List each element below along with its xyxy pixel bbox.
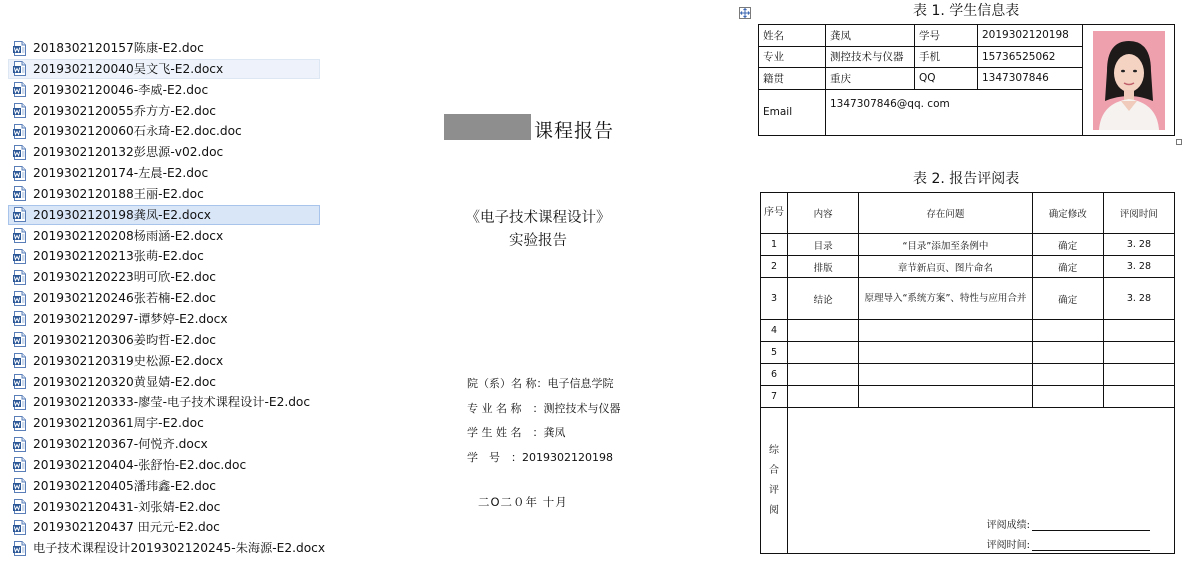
file-list-item[interactable] — [8, 351, 320, 371]
word-doc-icon — [13, 353, 27, 368]
row-no: 7 — [761, 386, 788, 408]
row-confirm: 确定 — [1032, 256, 1103, 278]
table-resize-handle-icon[interactable] — [1176, 139, 1182, 145]
file-name: 2019302120246张若楠-E2.doc — [33, 291, 216, 306]
word-doc-icon — [13, 228, 27, 243]
file-list-item[interactable] — [8, 142, 320, 162]
file-list-item[interactable] — [8, 267, 320, 287]
row-content — [788, 386, 859, 408]
file-name: 2019302120060石永琦-E2.doc.doc — [33, 124, 242, 139]
file-name: 2019302120297-谭梦婷-E2.docx — [33, 311, 228, 326]
word-doc-icon — [13, 499, 27, 514]
major-value: 测控技术与仪器 — [826, 46, 915, 68]
table-row — [761, 234, 1175, 256]
word-doc-icon — [13, 207, 27, 222]
word-doc-icon — [13, 520, 27, 535]
file-list-item[interactable] — [8, 476, 320, 496]
course-name: 《电子技术课程设计》 — [465, 210, 611, 226]
row-issue — [859, 364, 1032, 386]
major-line: 专 业 名 称 ：测控技术与仪器 — [467, 401, 621, 415]
word-doc-icon — [13, 61, 27, 76]
table-row — [761, 342, 1175, 364]
name-label: 姓名 — [759, 25, 826, 47]
student-photo — [1093, 31, 1165, 130]
header-confirm: 确定修改 — [1032, 193, 1103, 234]
word-doc-icon — [13, 145, 27, 160]
review-time-label: 评阅时间: — [986, 540, 1030, 551]
file-list-item[interactable] — [8, 330, 320, 350]
header-no: 序号 — [761, 193, 788, 234]
header-issue: 存在问题 — [859, 193, 1032, 234]
table-row — [761, 320, 1175, 342]
word-doc-icon — [13, 270, 27, 285]
file-list-item[interactable] — [8, 288, 320, 308]
id-label: 学号 — [915, 25, 978, 47]
row-confirm — [1032, 364, 1103, 386]
id-value: 2019302120198 — [978, 25, 1083, 47]
file-name: 2019302120437 田元元-E2.doc — [33, 520, 220, 535]
file-name: 2019302120040吴文飞-E2.docx — [33, 61, 224, 76]
word-doc-icon — [13, 41, 27, 56]
file-name: 2018302120157陈康-E2.doc — [33, 41, 204, 55]
file-list-item[interactable] — [8, 101, 320, 121]
summary-cell — [788, 408, 1175, 554]
email-value: 1347307846@qq. com — [826, 89, 1083, 135]
summary-label-cell — [761, 408, 788, 554]
row-no: 3 — [761, 278, 788, 320]
row-content — [788, 342, 859, 364]
file-name: 2019302120223明可欣-E2.doc — [33, 270, 216, 285]
file-list-item[interactable] — [8, 205, 320, 225]
file-name: 2019302120198龚凤-E2.docx — [33, 207, 212, 222]
file-name: 电子技术课程设计2019302120245-朱海源-E2.docx — [33, 541, 326, 556]
student-info-table — [758, 24, 1175, 136]
file-name: 2019302120055乔方方-E2.doc — [33, 103, 216, 118]
file-list-item[interactable] — [8, 38, 320, 58]
file-list-item[interactable] — [8, 455, 320, 475]
redacted-school-name — [444, 114, 531, 140]
file-name: 2019302120213张萌-E2.doc — [33, 249, 204, 264]
row-no: 2 — [761, 256, 788, 278]
student-id-line: 学 号 ：2019302120198 — [467, 450, 613, 464]
word-doc-icon — [13, 311, 27, 326]
origin-value: 重庆 — [826, 68, 915, 90]
file-list-item[interactable] — [8, 497, 320, 517]
file-list-item[interactable] — [8, 538, 326, 558]
row-issue — [859, 386, 1032, 408]
file-name: 2019302120306姜昀哲-E2.doc — [33, 332, 216, 347]
row-issue — [859, 342, 1032, 364]
qq-label: QQ — [915, 68, 978, 90]
file-list-item[interactable] — [8, 392, 320, 412]
row-confirm — [1032, 342, 1103, 364]
score-line — [987, 516, 1150, 531]
cover-date: 二O二０年 十月 — [478, 495, 568, 509]
row-issue: 章节新启页、图片命名 — [859, 256, 1032, 278]
student-name-line: 学 生 姓 名 ：龚凤 — [467, 426, 566, 439]
word-doc-icon — [13, 124, 27, 139]
file-list — [8, 38, 326, 559]
score-label: 评阅成绩: — [986, 520, 1030, 531]
row-confirm: 确定 — [1032, 278, 1103, 320]
row-content: 结论 — [788, 278, 859, 320]
file-name: 2019302120174-左晨-E2.doc — [33, 166, 209, 181]
row-time — [1103, 386, 1174, 408]
qq-value: 1347307846 — [978, 68, 1083, 90]
word-doc-icon — [13, 374, 27, 389]
row-confirm — [1032, 386, 1103, 408]
row-no: 1 — [761, 234, 788, 256]
header-content: 内容 — [788, 193, 859, 234]
cover-info-block — [467, 372, 621, 470]
word-doc-icon — [13, 82, 27, 97]
file-name: 2019302120132彭思源-v02.doc — [33, 145, 224, 160]
photo-cell — [1083, 25, 1175, 136]
row-issue: 原理导入“系统方案”、特性与应用合并 — [859, 278, 1032, 320]
summary-label: 综 合 评 阅 — [769, 444, 780, 516]
department-line: 院（系）名 称：电子信息学院 — [467, 377, 614, 390]
file-list-item[interactable] — [8, 517, 320, 537]
header-review-time: 评阅时间 — [1103, 193, 1174, 234]
word-doc-icon — [13, 478, 27, 493]
file-name: 2019302120208杨雨涵-E2.docx — [33, 228, 224, 243]
table-row — [761, 364, 1175, 386]
word-doc-icon — [13, 166, 27, 181]
file-name: 2019302120333-廖莹-电子技术课程设计-E2.doc — [33, 395, 311, 410]
origin-label: 籍贯 — [759, 68, 826, 90]
row-issue — [859, 320, 1032, 342]
row-time — [1103, 364, 1174, 386]
report-type: 实验报告 — [509, 233, 567, 249]
file-name: 2019302120046-李威-E2.doc — [33, 82, 209, 97]
row-content: 目录 — [788, 234, 859, 256]
table-row — [761, 386, 1175, 408]
table-move-handle-icon[interactable] — [739, 7, 751, 19]
score-blank[interactable] — [1032, 520, 1150, 531]
table2-caption: 表 2. 报告评阅表 — [913, 171, 1020, 187]
report-cover-page — [430, 0, 720, 562]
row-confirm: 确定 — [1032, 234, 1103, 256]
file-list-item[interactable] — [8, 184, 320, 204]
review-time-blank[interactable] — [1032, 540, 1150, 551]
word-doc-icon — [13, 541, 27, 556]
file-list-item[interactable] — [8, 59, 320, 79]
file-list-item[interactable] — [8, 413, 320, 433]
file-name: 2019302120404-张舒怡-E2.doc.doc — [33, 457, 247, 472]
word-doc-icon — [13, 291, 27, 306]
file-name: 2019302120319史松源-E2.docx — [33, 353, 224, 368]
file-list-item[interactable] — [8, 246, 320, 266]
row-content: 排版 — [788, 256, 859, 278]
word-doc-icon — [13, 437, 27, 452]
review-table — [760, 192, 1175, 554]
word-doc-icon — [13, 457, 27, 472]
row-content — [788, 364, 859, 386]
file-list-item[interactable] — [8, 121, 320, 141]
file-list-item[interactable] — [8, 80, 320, 100]
row-no: 6 — [761, 364, 788, 386]
phone-value: 15736525062 — [978, 46, 1083, 68]
file-list-item[interactable] — [8, 372, 320, 392]
file-name: 2019302120320黄显婧-E2.doc — [33, 374, 216, 389]
file-list-item[interactable] — [8, 434, 320, 454]
email-label: Email — [759, 89, 826, 135]
table-row — [761, 256, 1175, 278]
file-name: 2019302120361周宇-E2.doc — [33, 416, 204, 431]
row-no: 5 — [761, 342, 788, 364]
file-list-item[interactable] — [8, 163, 320, 183]
row-content — [788, 320, 859, 342]
table1-caption: 表 1. 学生信息表 — [913, 3, 1020, 19]
row-time: 3. 28 — [1103, 278, 1174, 320]
row-confirm — [1032, 320, 1103, 342]
major-label: 专业 — [759, 46, 826, 68]
file-name: 2019302120367-何悦齐.docx — [33, 437, 208, 452]
name-value: 龚凤 — [826, 25, 915, 47]
phone-label: 手机 — [915, 46, 978, 68]
word-doc-icon — [13, 186, 27, 201]
file-list-item[interactable] — [8, 309, 320, 329]
file-list-item[interactable] — [8, 226, 320, 246]
row-time: 3. 28 — [1103, 234, 1174, 256]
table-row — [761, 278, 1175, 320]
word-doc-icon — [13, 249, 27, 264]
row-time — [1103, 320, 1174, 342]
row-time: 3. 28 — [1103, 256, 1174, 278]
row-no: 4 — [761, 320, 788, 342]
cover-title: 课程报告 — [534, 120, 615, 142]
file-name: 2019302120188王丽-E2.doc — [33, 186, 204, 201]
word-doc-icon — [13, 416, 27, 431]
row-issue: “目录”添加至条例中 — [859, 234, 1032, 256]
word-doc-icon — [13, 395, 27, 410]
row-time — [1103, 342, 1174, 364]
word-doc-icon — [13, 103, 27, 118]
review-time-line — [987, 536, 1150, 551]
file-name: 2019302120405潘玮鑫-E2.doc — [33, 478, 216, 493]
word-doc-icon — [13, 332, 27, 347]
file-name: 2019302120431-刘张婧-E2.doc — [33, 499, 221, 514]
